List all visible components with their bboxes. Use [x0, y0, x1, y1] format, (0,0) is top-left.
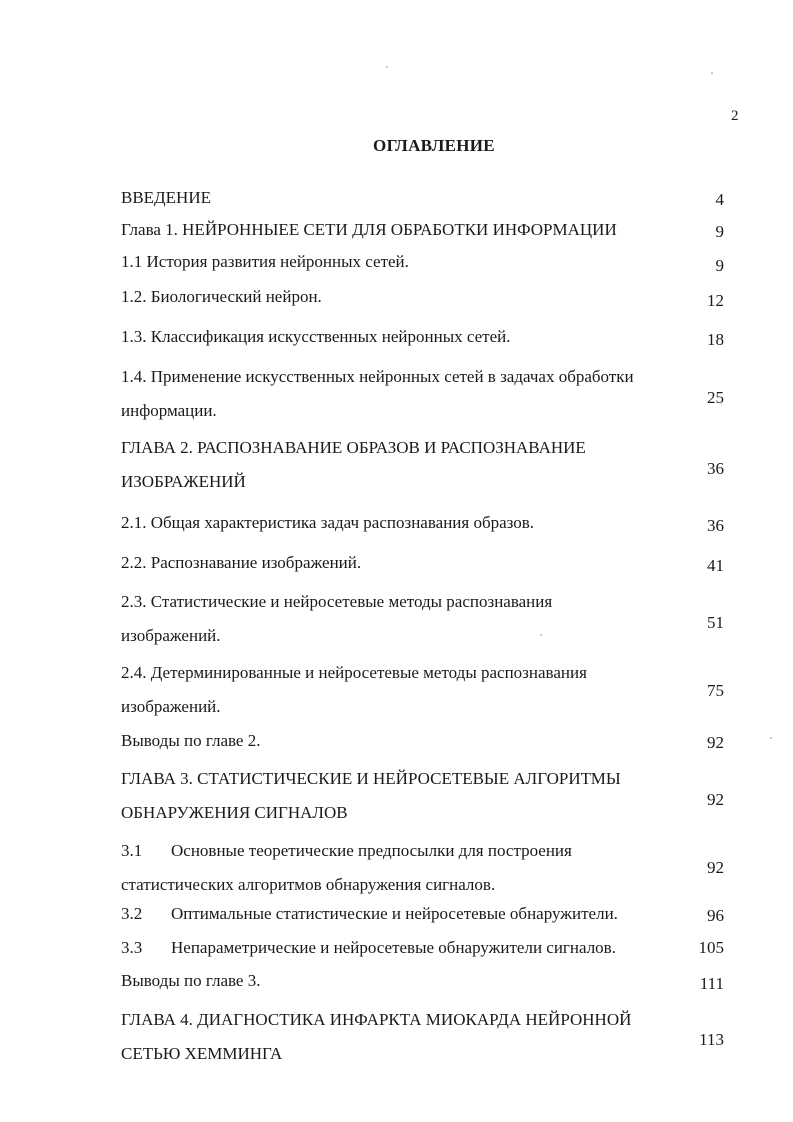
toc-entry — [121, 431, 696, 499]
toc-entry-line: 1.3. Классификация искусственных нейронных сетей. — [121, 327, 511, 346]
toc-entry-line: 3.1 Основные теоретические предпосылки для построения — [121, 834, 696, 868]
toc-entry — [121, 280, 696, 314]
toc-entry-line: СЕТЬЮ ХЕММИНГА — [121, 1044, 283, 1063]
scan-speck — [386, 66, 388, 68]
toc-entry-page: 36 — [707, 516, 724, 535]
toc-entry-line: изображений. — [121, 697, 221, 716]
toc-entry-line: информации. — [121, 401, 217, 420]
toc-entry — [121, 506, 696, 540]
toc-entry — [121, 834, 696, 902]
toc-entry-page: 92 — [707, 733, 724, 752]
toc-entry-page: 75 — [707, 681, 724, 700]
toc-entry-line: 3.2 Оптимальные статистические и нейросетевые обнаружители. — [121, 897, 696, 931]
toc-title: ОГЛАВЛЕНИЕ — [373, 136, 495, 155]
scan-speck — [540, 634, 542, 636]
toc-entry-line: статистических алгоритмов обнаружения сигналов. — [121, 875, 496, 894]
toc-entry-line: 1.2. Биологический нейрон. — [121, 287, 322, 306]
toc-entry-line: Выводы по главе 3. — [121, 971, 261, 990]
toc-entry-page: 4 — [715, 190, 724, 209]
toc-entry — [121, 360, 696, 428]
toc-entry-page: 25 — [707, 388, 724, 407]
toc-entry-page: 105 — [698, 938, 724, 957]
toc-entry-page: 113 — [699, 1030, 724, 1049]
toc-entry-page: 92 — [707, 858, 724, 877]
toc-entry-number: 3.2 — [121, 904, 143, 923]
toc-entry — [121, 245, 696, 279]
toc-entry-line: Выводы по главе 2. — [121, 731, 261, 750]
scan-speck — [711, 72, 713, 74]
toc-entry — [121, 931, 696, 965]
page-number: 2 — [731, 108, 739, 124]
toc-entry-line: ВВЕДЕНИЕ — [121, 188, 211, 207]
toc-entry — [121, 181, 696, 215]
toc-entry-page: 41 — [707, 556, 724, 575]
toc-entry — [121, 546, 696, 580]
toc-entry-line: ОБНАРУЖЕНИЯ СИГНАЛОВ — [121, 803, 348, 822]
toc-entry — [121, 320, 696, 354]
toc-entry — [121, 897, 696, 931]
toc-entry — [121, 762, 696, 830]
toc-entry-line: ИЗОБРАЖЕНИЙ — [121, 472, 246, 491]
toc-entry — [121, 964, 696, 998]
toc-entry-page: 9 — [715, 222, 724, 241]
toc-entry-line: изображений. — [121, 626, 221, 645]
toc-entry-number: 3.3 — [121, 938, 143, 957]
toc-entry-page: 92 — [707, 790, 724, 809]
toc-entry-line: 2.3. Статистические и нейросетевые методы распознавания — [121, 592, 553, 611]
toc-entry — [121, 724, 696, 758]
toc-entry-number: 3.1 — [121, 841, 143, 860]
toc-entry-page: 111 — [699, 974, 724, 993]
toc-entry-page: 9 — [715, 256, 724, 275]
toc-entry-line: ГЛАВА 4. ДИАГНОСТИКА ИНФАРКТА МИОКАРДА НЕЙРОННОЙ — [121, 1010, 632, 1029]
toc-entry-line: 2.2. Распознавание изображений. — [121, 553, 362, 572]
scan-speck — [770, 737, 772, 739]
toc-entry-line: ГЛАВА 2. РАСПОЗНАВАНИЕ ОБРАЗОВ И РАСПОЗНАВАНИЕ — [121, 438, 586, 457]
toc-entry-page: 18 — [707, 330, 724, 349]
toc-entry — [121, 656, 696, 724]
toc-entry-page: 36 — [707, 459, 724, 478]
toc-entry-line: ГЛАВА 3. СТАТИСТИЧЕСКИЕ И НЕЙРОСЕТЕВЫЕ АЛГОРИТМЫ — [121, 769, 621, 788]
toc-entry-page: 12 — [707, 291, 724, 310]
toc-entry-line: 1.1 История развития нейронных сетей. — [121, 252, 409, 271]
toc-entry-page: 51 — [707, 613, 724, 632]
toc-entry-line: 3.3 Непараметрические и нейросетевые обнаружители сигналов. — [121, 931, 696, 965]
toc-entry-line: Глава 1. НЕЙРОННЫЕЕ СЕТИ ДЛЯ ОБРАБОТКИ ИНФОРМАЦИИ — [121, 220, 617, 239]
toc-entry — [121, 585, 696, 653]
toc-entry-line: 2.1. Общая характеристика задач распознавания образов. — [121, 513, 535, 532]
toc-entry — [121, 1003, 696, 1071]
toc-entry-line: 2.4. Детерминированные и нейросетевые методы распознавания — [121, 663, 587, 682]
toc-entry-page: 96 — [707, 906, 724, 925]
toc-entry-line: 1.4. Применение искусственных нейронных сетей в задачах обработки — [121, 367, 634, 386]
toc-entry — [121, 213, 696, 247]
